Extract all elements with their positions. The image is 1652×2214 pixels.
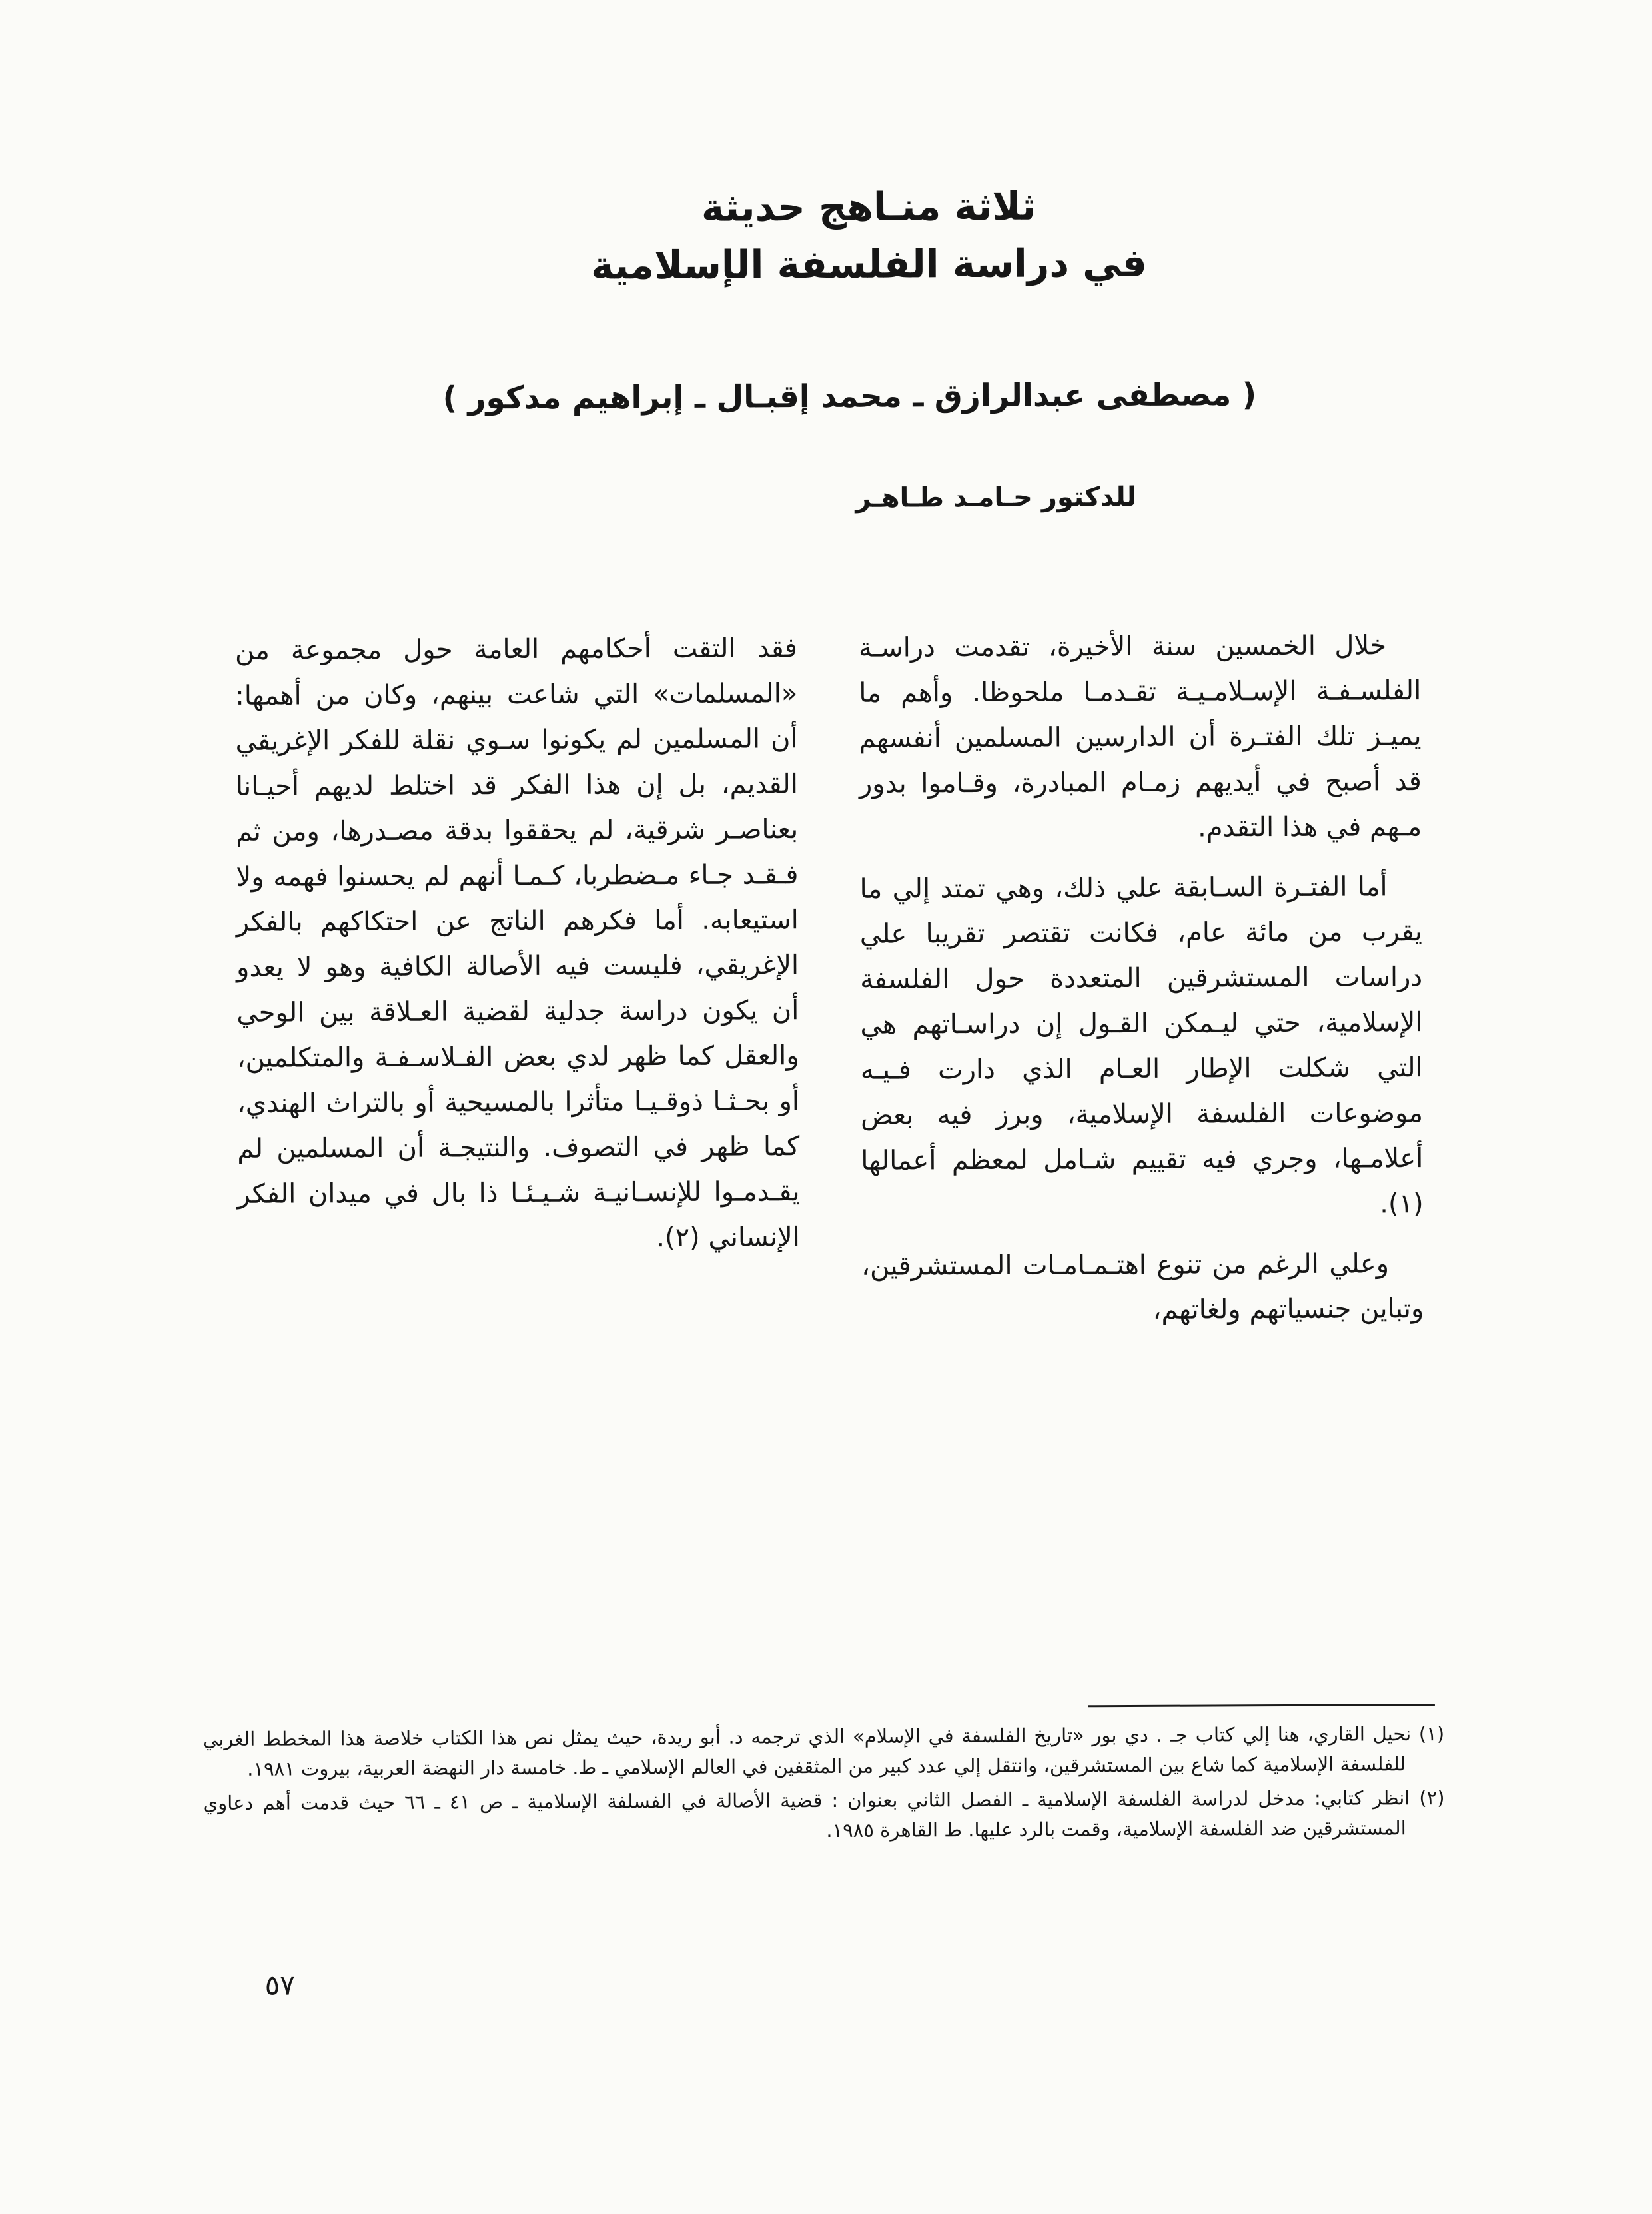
footnotes-list bbox=[203, 1719, 1445, 1848]
paragraph: وعلي الرغم من تنوع اهتـمـامـات المستشرقين، وتباين جنسياتهم ولغاتهم، bbox=[861, 1248, 1424, 1325]
article-header bbox=[43, 175, 1652, 296]
article-title-line-1: ثلاثة منـاهج حديثة bbox=[701, 183, 1036, 230]
author-byline: للدكتور حـامـد طـاهـر bbox=[855, 481, 1137, 514]
article-subjects-subtitle: ( مصطفى عبدالرازق ـ محمد إقبـال ـ إبراهيم مدكور ) bbox=[442, 376, 1257, 417]
paragraph: فقد التقت أحكامهم العامة حول مجموعة من «المسلمات» التي شاعت بينهم، وكان من أهمها: أن المسلمين لم يكونوا سـوي نقلة للفكر الإغريقي القديم، بل إن هذا الفكر قد اختلط لديهم أحيـانا بعناصـر شرقية، لم يحققوا بدقة مصـدرها، ومن ثم فـقـد جـاء مـضطربا، كـمـا أنهم لم يحسنوا فهمه ولا استيعابه. أما فكرهم الناتج عن احتكاكهم بالفكر الإغريقي، فليست فيه الأصالة الكافية وهو لا يعدو أن يكون دراسة جدلية لقضية العـلاقة بين الوحي والعقل كما ظهر لدي بعض الفـلاسـفـة والمتكلمين، أو بحـثـا ذوقـيـا متأثرا بالمسيحية أو بالتراث الهندي، كما ظهر في التصوف. والنتيجـة أن المسلمين لم يقـدمـوا للإنسـانيـة شـيـئـا ذا بال في ميدان الفكر الإنساني (٢). bbox=[234, 633, 800, 1254]
body-column-left bbox=[235, 625, 802, 1684]
paragraph: خلال الخمسين سنة الأخيرة، تقدمت دراسـة الفلسـفـة الإسـلامـيـة تقـدمـا ملحوظا. وأهم ما يميـز تلك الفتـرة أن الدارسين المسلمين أنفسهم قد أصبح في أيديهم زمـام المبادرة، وقـاموا بدور مـهم في هذا التقدم. bbox=[858, 630, 1422, 843]
body-column-right bbox=[859, 623, 1426, 1681]
footnote-1: (١) نحيل القاري، هنا إلي كتاب جـ . دي بور «تاريخ الفلسفة في الإسلام» الذي ترجمه د. أبو ريدة، حيث يمثل نص هذا الكتاب خلاصة هذا المخطط الغربي للفلسفة الإسلامية كما شاع بين المستشرقين، وانتقل إلي عدد كبير من المثقفين في العالم الإسلامي ـ ط. خامسة دار النهضة العربية، بيروت ١٩٨١. bbox=[203, 1722, 1445, 1780]
page-number: ٥٧ bbox=[264, 1968, 295, 2002]
article-title-line-2: في دراسة الفلسفة الإسلامية bbox=[590, 240, 1148, 288]
footnote-2: (٢) انظر كتابي: مدخل لدراسة الفلسفة الإسلامية ـ الفصل الثاني بعنوان : قضية الأصالة في الفسلفة الإسلامية ـ ص ٤١ ـ ٦٦ حيث قدمت أهم دعاوي المستشرقين ضد الفلسفة الإسلامية، وقمت بالرد عليها. ط القاهرة ١٩٨٥. bbox=[203, 1786, 1445, 1842]
article-body bbox=[235, 623, 1426, 1684]
footnote-separator-rule bbox=[1088, 1704, 1435, 1707]
footnote-area bbox=[3, 1703, 1652, 1850]
paragraph: أما الفتـرة السـابقة علي ذلك، وهي تمتد إلي ما يقرب من مائة عام، فكانت تقتصر تقريبا علي دراسات المستشرقين المتعددة حول الفلسفة الإسلامية، حتي ليـمكن القـول إن دراسـاتهم هي التي شكلت الإطار العـام الذي دارت فـيـه موضوعات الفلسفة الإسلامية، وبرز فيه بعض أعلامـها، وجري فيه تقييم شـامل لمعظم أعمالها (١). bbox=[859, 871, 1424, 1220]
